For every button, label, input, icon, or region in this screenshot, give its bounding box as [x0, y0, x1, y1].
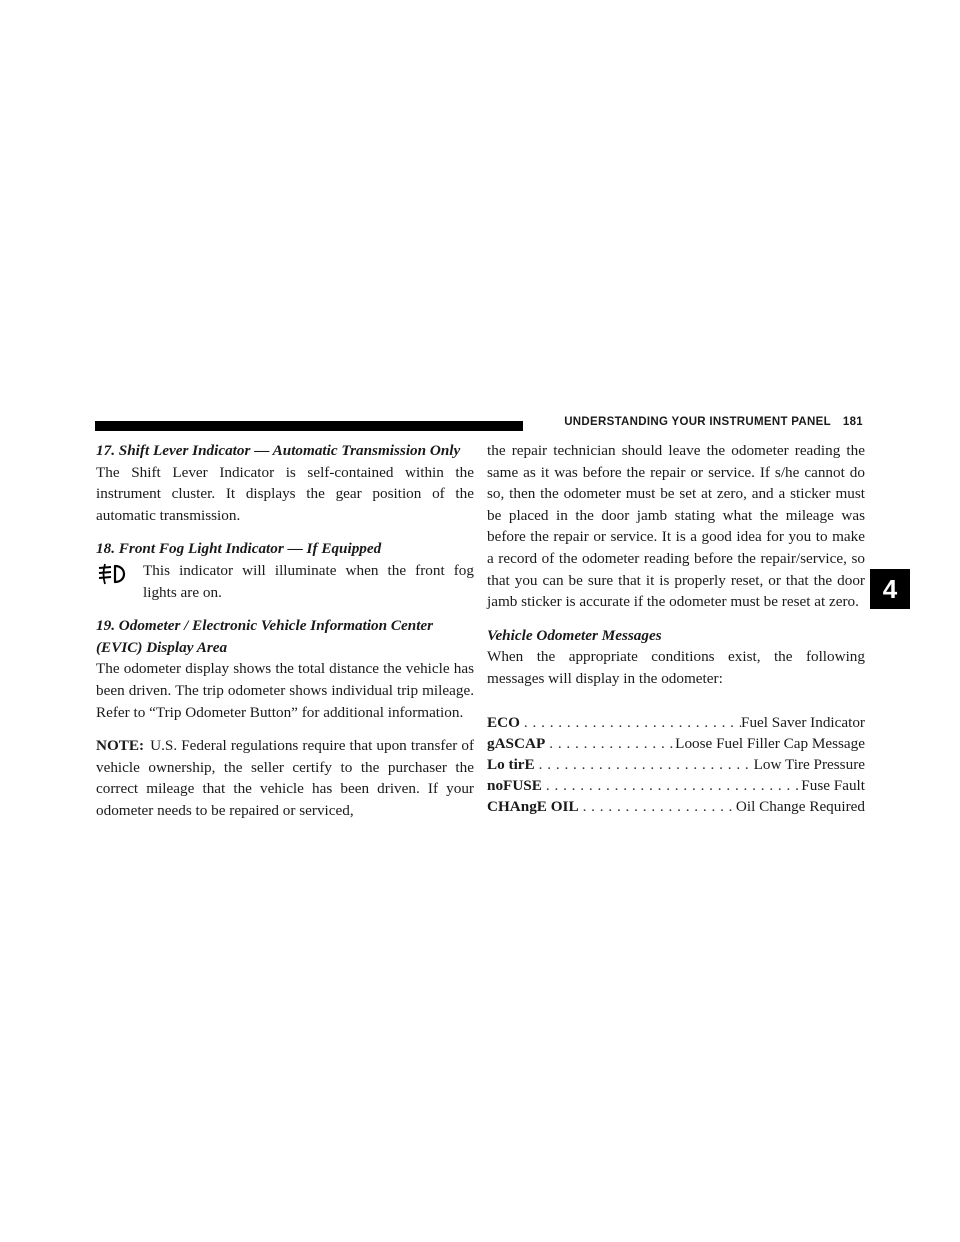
message-code: CHAngE OIL: [487, 798, 579, 816]
running-header: [564, 416, 863, 428]
message-row: [487, 733, 865, 754]
leader-dots: [579, 796, 736, 817]
message-code: Lo tirE: [487, 755, 535, 773]
section-17-heading: 17. Shift Lever Indicator — Automatic Transmission Only: [96, 442, 461, 459]
leader-dots: [520, 712, 741, 733]
leader-dots: [535, 754, 754, 775]
message-code: ECO: [487, 713, 520, 731]
message-description: Loose Fuel Filler Cap Message: [675, 734, 865, 752]
message-row: [487, 775, 865, 796]
section-19-text: The odometer display shows the total distance the vehicle has been driven. The trip odometer shows individual trip mileage. Refer to “Trip Odometer Button” for additional information.: [96, 660, 474, 721]
message-code: gASCAP: [487, 734, 546, 752]
section-19-heading: 19. Odometer / Electronic Vehicle Information Center (EVIC) Display Area: [96, 617, 434, 656]
message-row: [487, 754, 865, 775]
leader-dots: [545, 733, 675, 754]
page-number: 181: [842, 416, 863, 428]
fog-indicator-row: [96, 560, 474, 603]
left-column: [96, 440, 474, 822]
front-fog-light-icon: [96, 562, 132, 586]
messages-heading: Vehicle Odometer Messages: [487, 626, 662, 644]
message-description: Fuel Saver Indicator: [741, 713, 865, 731]
section-17-text: The Shift Lever Indicator is self-contained within the instrument cluster. It displays the gear position of the automatic transmission.: [96, 463, 474, 524]
note-label: NOTE:: [96, 737, 145, 755]
note-text: U.S. Federal regulations require that upon transfer of vehicle ownership, the seller certify to the purchaser the correct mileage that the vehicle has been driven. If your odometer needs to be repaired or serviced,: [96, 737, 474, 819]
message-description: Fuse Fault: [801, 777, 865, 795]
header-title: UNDERSTANDING YOUR INSTRUMENT PANEL: [564, 416, 831, 428]
message-row: [487, 712, 865, 733]
chapter-tab: 4: [870, 569, 910, 609]
message-description: Oil Change Required: [735, 798, 865, 816]
leader-dots: [542, 775, 801, 796]
continued-text: the repair technician should leave the odometer reading the same as it was before the repair or service. If s/he cannot do so, then the odometer must be set at zero, and a sticker must be placed in the door jamb stating what the mileage was before the repair or service. It is a good idea for you to make a record of the odometer reading before the repair/service, so that you can be sure that it is properly reset, or that the door jamb sticker is accurate if the odometer must be reset at zero.: [487, 442, 865, 611]
note-paragraph: [96, 735, 474, 821]
message-code: noFUSE: [487, 777, 542, 795]
message-row: [487, 796, 865, 817]
section-18-text: This indicator will illuminate when the front fog lights are on.: [143, 561, 474, 601]
right-column: [487, 440, 865, 817]
message-description: Low Tire Pressure: [753, 755, 865, 773]
header-rule: [95, 421, 523, 431]
messages-intro: When the appropriate conditions exist, the following messages will display in the odometer:: [487, 648, 865, 687]
section-18-heading: 18. Front Fog Light Indicator — If Equipped: [96, 540, 382, 558]
odometer-messages-list: [487, 712, 865, 818]
